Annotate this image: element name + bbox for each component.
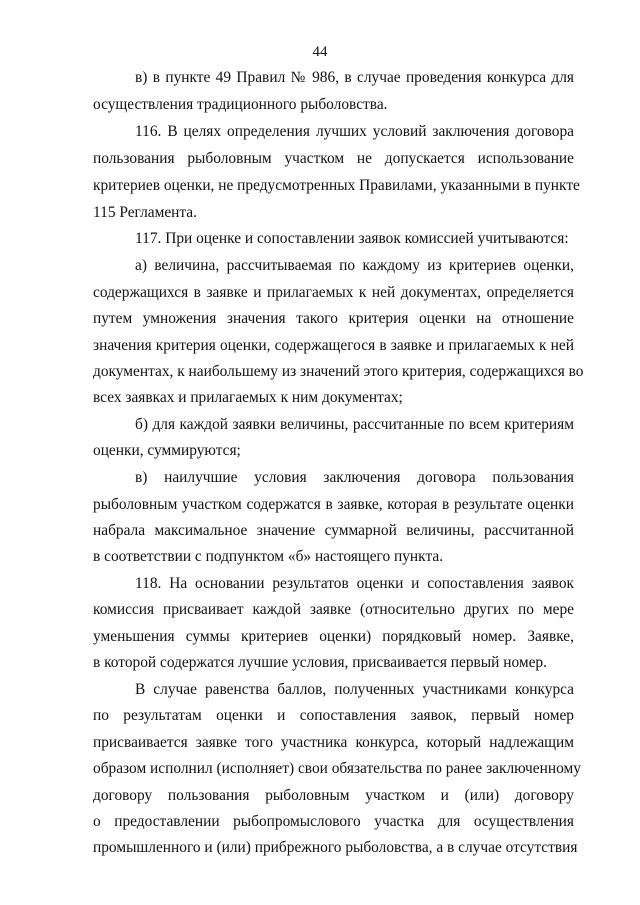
- text-line: промышленного и (или) прибрежного рыболовства, а в случае отсутствия: [93, 839, 578, 856]
- text-line: по результатам оценки и сопоставления заявок, первый номер: [93, 707, 574, 724]
- text-line: осуществления традиционного рыболовства.: [93, 96, 388, 113]
- text-line: критериев оценки, не предусмотренных Правилами, указанными в пункте: [93, 177, 580, 194]
- page-number: 44: [312, 44, 328, 60]
- text-line: уменьшения суммы критериев оценки) порядковый номер. Заявке,: [93, 628, 574, 645]
- text-line: оценки, суммируются;: [93, 442, 241, 459]
- text-line: договору пользования рыболовным участком и (или) договору: [93, 787, 574, 804]
- text-line: пользования рыболовным участком не допускается использование: [93, 150, 574, 167]
- text-line: в) в пункте 49 Правил № 986, в случае проведения конкурса для: [135, 69, 574, 86]
- text-line: содержащихся в заявке и прилагаемых к ней документах, определяется: [93, 284, 574, 301]
- text-line: в которой содержатся лучшие условия, присваивается первый номер.: [93, 654, 547, 671]
- text-line: путем умножения значения такого критерия оценки на отношение: [93, 310, 574, 327]
- text-line: в соответствии с подпунктом «б» настоящего пункта.: [93, 548, 444, 565]
- text-line: образом исполнил (исполняет) свои обязательства по ранее заключенному: [93, 760, 581, 777]
- text-line: 117. При оценке и сопоставлении заявок комиссией учитываются:: [135, 230, 569, 247]
- text-line: 118. На основании результатов оценки и сопоставления заявок: [135, 575, 574, 592]
- text-line: о предоставлении рыбопромыслового участка для осуществления: [93, 813, 574, 830]
- text-line: 116. В целях определения лучших условий заключения договора: [135, 123, 574, 140]
- text-line: значения критерия оценки, содержащегося в заявке и прилагаемых к ней: [93, 337, 574, 354]
- text-line: набрала максимальное значение суммарной величины, рассчитанной: [93, 522, 574, 539]
- text-line: комиссия присваивает каждой заявке (относительно других по мере: [93, 601, 574, 618]
- text-line: 115 Регламента.: [93, 204, 197, 221]
- text-line: а) величина, рассчитываемая по каждому из критериев оценки,: [135, 257, 574, 274]
- text-line: документах, к наибольшему из значений этого критерия, содержащихся во: [93, 363, 584, 380]
- text-line: в) наилучшие условия заключения договора пользования: [135, 469, 574, 486]
- text-line: б) для каждой заявки величины, рассчитанные по всем критериям: [135, 416, 574, 433]
- text-line: всех заявках и прилагаемых к ним документах;: [93, 389, 403, 406]
- text-line: присваивается заявке того участника конкурса, который надлежащим: [93, 734, 574, 751]
- text-line: рыболовным участком содержатся в заявке, которая в результате оценки: [93, 496, 574, 513]
- text-line: В случае равенства баллов, полученных участниками конкурса: [135, 681, 574, 698]
